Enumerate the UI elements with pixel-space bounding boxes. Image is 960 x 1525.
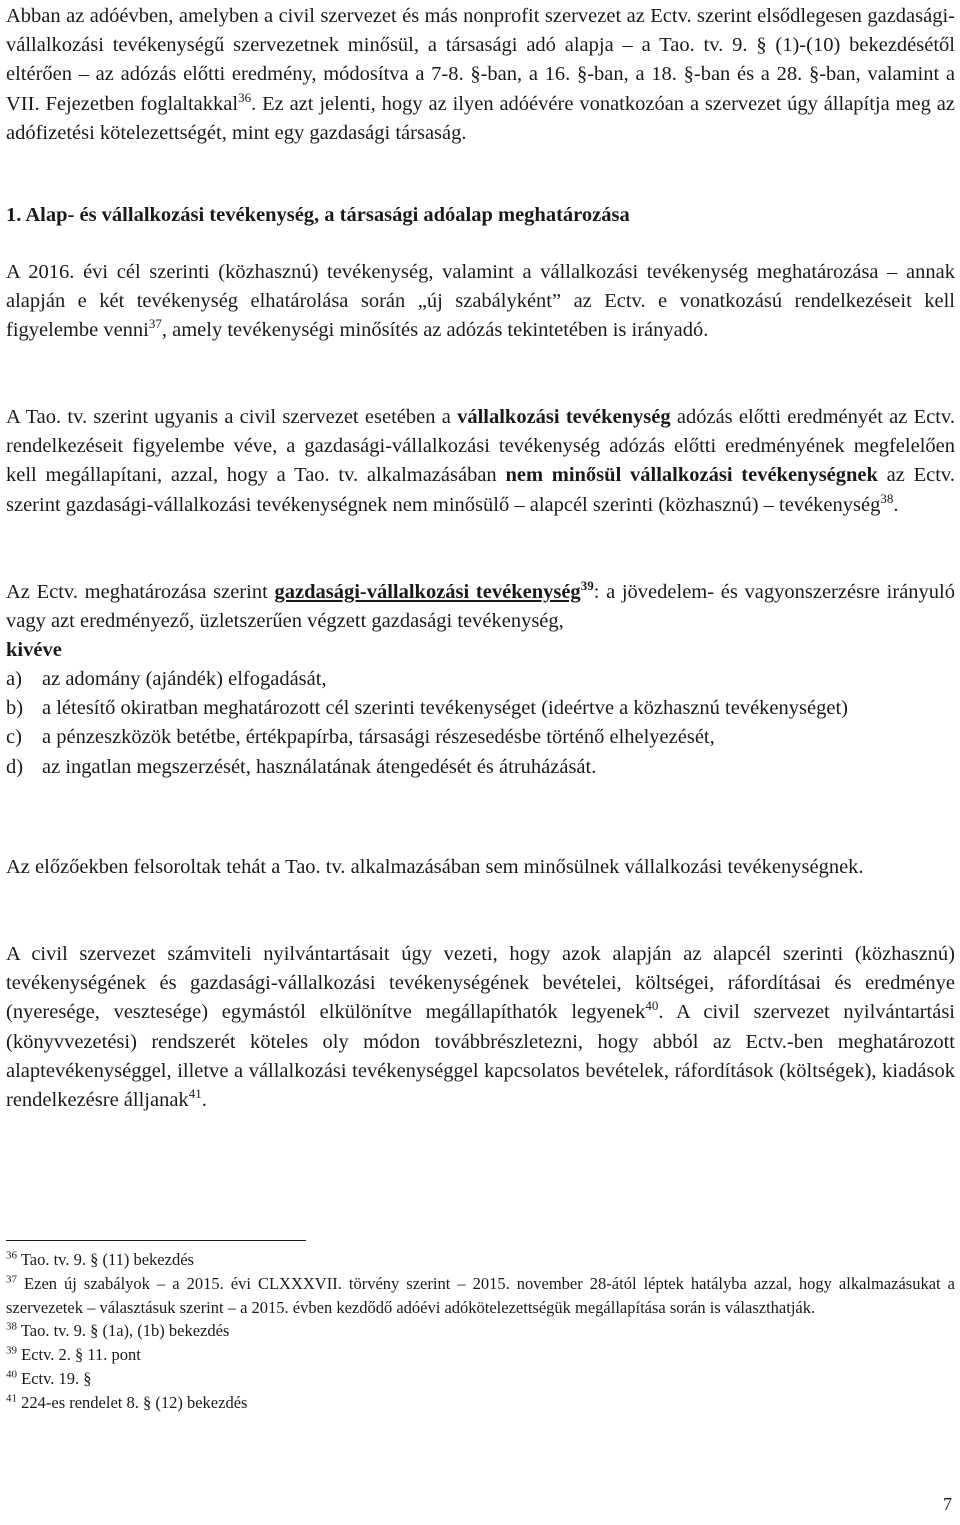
- exception-list: [6, 665, 955, 782]
- paragraph-accounting: [6, 940, 955, 1115]
- footnote-number: 36: [6, 1249, 17, 1262]
- list-marker: d): [6, 755, 24, 778]
- list-item-text: az ingatlan megszerzését, használatának átengedését és átruházását.: [42, 755, 597, 778]
- defined-term: gazdasági-vállalkozási tevékenység: [274, 581, 581, 603]
- paragraph-text: . A civil szervezet nyilvántartási (könyvvezetési) rendszerét köteles oly módon továbbrészletezni, hogy abból az Ectv.-ben meghatározott alaptevékenységgel, illetve a vállalkozási tevékenységgel kapcsolatos bevételek, ráfordítások (költségek), kiadások rendelkezésre álljanak: [6, 1001, 955, 1112]
- footnote-text: Ezen új szabályok – a 2015. évi CLXXXVII. törvény szerint – 2015. november 28-ától léptek hatályba azzal, hogy alkalmazásukat a szervezetek – választásuk szerint – a 2015. évben kezdődő adóévi adókötelezettségük megállapítása során is választhatják.: [6, 1273, 955, 1317]
- footnote-ref-36[interactable]: 36: [238, 89, 252, 105]
- paragraph-text: A 2016. évi cél szerinti (közhasznú) tevékenység, valamint a vállalkozási tevékenység meghatározása – annak alapján e két tevékenység elhatárolása során „új szabályként” az Ectv. e vonatkozású rendelkezéseit kell figyelembe venni: [6, 261, 955, 342]
- paragraph-text: .: [201, 1089, 207, 1112]
- footnote-text: Tao. tv. 9. § (11) bekezdés: [20, 1250, 194, 1269]
- footnote-text: Ectv. 19. §: [21, 1368, 92, 1388]
- list-item-text: az adomány (ajándék) elfogadását,: [42, 668, 327, 690]
- footnote-40: [6, 1367, 955, 1391]
- footnotes: [6, 1248, 955, 1415]
- footnote-number: 39: [6, 1344, 17, 1357]
- paragraph-text: A civil szervezet számviteli nyilvántartásait úgy vezeti, hogy azok alapján az alapcél szerinti (közhasznú) tevékenységének és gazdasági-vállalkozási tevékenységének bevételei, költségei, ráfordításai és eredménye (nyeresége, vesztesége) egymástól elkülönítve megállapíthatók legyenek: [6, 943, 955, 1024]
- footnote-number: 37: [6, 1273, 17, 1286]
- footnote-ref-38[interactable]: 38: [880, 490, 894, 506]
- list-item-text: a pénzeszközök betétbe, értékpapírba, társasági részesedésbe történő elhelyezését,: [42, 726, 715, 749]
- footnote-38: [6, 1319, 955, 1343]
- footnote-text: 224-es rendelet 8. § (12) bekezdés: [21, 1392, 248, 1412]
- paragraph-text: az Ectv. szerint gazdasági-vállalkozási tevékenységnek nem minősülő – alapcél szerinti (közhasznú) – tevékenység: [6, 464, 955, 516]
- paragraph-text: . Ez azt jelenti, hogy az ilyen adóévére vonatkozóan a szervezet úgy állapítja meg az adófizetési kötelezettségét, mint egy gazdasági társaság.: [6, 92, 955, 144]
- section-heading: 1. Alap- és vállalkozási tevékenység, a társasági adóalap meghatározása: [6, 204, 630, 226]
- footnote-text: Ectv. 2. § 11. pont: [21, 1345, 141, 1365]
- list-marker: c): [6, 726, 22, 749]
- footnote-ref-39[interactable]: 39: [580, 578, 594, 594]
- paragraph-tax-base: [6, 2, 955, 148]
- list-item: [6, 694, 955, 723]
- paragraph-activity-definition: [6, 258, 955, 346]
- footnote-number: 38: [6, 1320, 17, 1333]
- list-marker: b): [6, 697, 24, 720]
- paragraph-text: Az Ectv. meghatározása szerint: [6, 581, 275, 603]
- footnote-37: [6, 1272, 955, 1320]
- bold-term: vállalkozási tevékenység: [457, 406, 671, 428]
- footnote-36: [6, 1248, 955, 1272]
- footnote-ref-37[interactable]: 37: [148, 316, 162, 332]
- footnote-39: [6, 1343, 955, 1367]
- footnote-ref-40[interactable]: 40: [645, 998, 659, 1014]
- paragraph-summary: Az előzőekben felsoroltak tehát a Tao. tv. alkalmazásában sem minősülnek vállalkozási tevékenységnek.: [6, 856, 864, 878]
- paragraph-text: .: [893, 493, 899, 516]
- bold-term: kivéve: [6, 639, 62, 662]
- paragraph-text: adózás előtti eredményét az Ectv. rendelkezéseit figyelembe véve, a gazdasági-vállalkozási tevékenység adózás előtti eredményének megfelelően kell megállapítani, azzal, hogy a Tao. tv. alkalmazásában: [6, 406, 955, 487]
- list-item: [6, 723, 955, 752]
- footnote-text: Tao. tv. 9. § (1a), (1b) bekezdés: [20, 1321, 230, 1341]
- list-item: [6, 753, 955, 782]
- paragraph-text: , amely tevékenységi minősítés az adózás tekintetében is irányadó.: [161, 319, 709, 342]
- list-marker: a): [6, 668, 22, 690]
- footnote-number: 41: [6, 1392, 17, 1405]
- page-number: 7: [943, 1494, 952, 1514]
- paragraph-business-activity: [6, 403, 955, 520]
- paragraph-text: Abban az adóévben, amelyben a civil szervezet és más nonprofit szervezet az Ectv. szerint elsődlegesen gazdasági-vállalkozási tevékenységű szervezetnek minősül, a társasági adó alapja – a Tao. tv. 9. § (1)-(10) bekezdésétől eltérően – az adózás előtti eredmény, módosítva a 7-8. §-ban, a 16. §-ban, a 18. §-ban és a 28. §-ban, valamint a VII. Fejezetben foglaltakkal: [6, 5, 955, 115]
- paragraph-text: A Tao. tv. szerint ugyanis a civil szervezet esetében a: [6, 406, 458, 428]
- paragraph-text: : a jövedelem- és vagyonszerzésre irányuló vagy azt eredményező, üzletszerűen végzett gazdasági tevékenység,: [6, 581, 955, 633]
- bold-term: nem minősül vállalkozási tevékenységnek: [505, 464, 878, 487]
- footnote-divider: [6, 1240, 306, 1241]
- footnote-number: 40: [6, 1368, 17, 1381]
- list-item-text: a létesítő okiratban meghatározott cél szerinti tevékenységet (ideértve a közhasznú tevékenységet): [42, 697, 848, 720]
- footnote-41: [6, 1391, 955, 1415]
- list-item: [6, 665, 955, 694]
- paragraph-ectv-definition: [6, 578, 955, 666]
- footnote-ref-41[interactable]: 41: [188, 1086, 202, 1102]
